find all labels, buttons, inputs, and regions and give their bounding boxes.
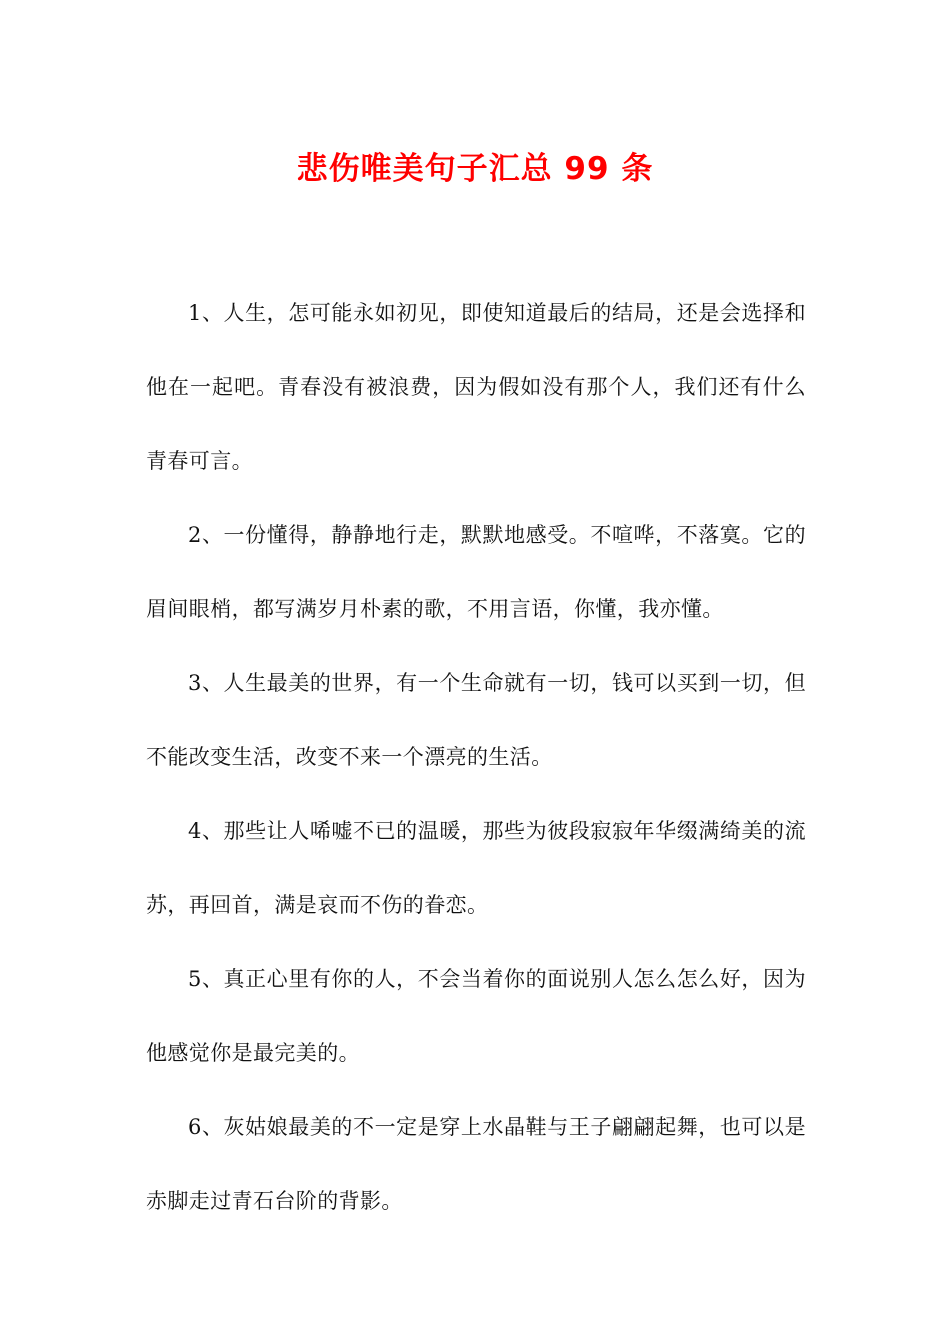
paragraph-5: 5、真正心里有你的人，不会当着你的面说别人怎么怎么好，因为他感觉你是最完美的。 [146,967,806,1065]
document-body [146,276,806,1238]
paragraph-4: 4、那些让人唏嘘不已的温暖，那些为彼段寂寂年华缀满绮美的流苏，再回首，满是哀而不伤的眷恋。 [146,819,806,917]
paragraph-2: 2、一份懂得，静静地行走，默默地感受。不喧哗，不落寞。它的眉间眼梢，都写满岁月朴素的歌，不用言语，你懂，我亦懂。 [146,523,806,621]
paragraph-3: 3、人生最美的世界，有一个生命就有一切，钱可以买到一切，但不能改变生活，改变不来一个漂亮的生活。 [146,671,806,769]
paragraph-1: 1、人生，怎可能永如初见，即使知道最后的结局，还是会选择和他在一起吧。青春没有被浪费，因为假如没有那个人，我们还有什么青春可言。 [146,301,806,473]
document-title: 悲伤唯美句子汇总 99 条 [296,151,654,187]
paragraph-6: 6、灰姑娘最美的不一定是穿上水晶鞋与王子翩翩起舞，也可以是赤脚走过青石台阶的背影。 [146,1115,806,1213]
